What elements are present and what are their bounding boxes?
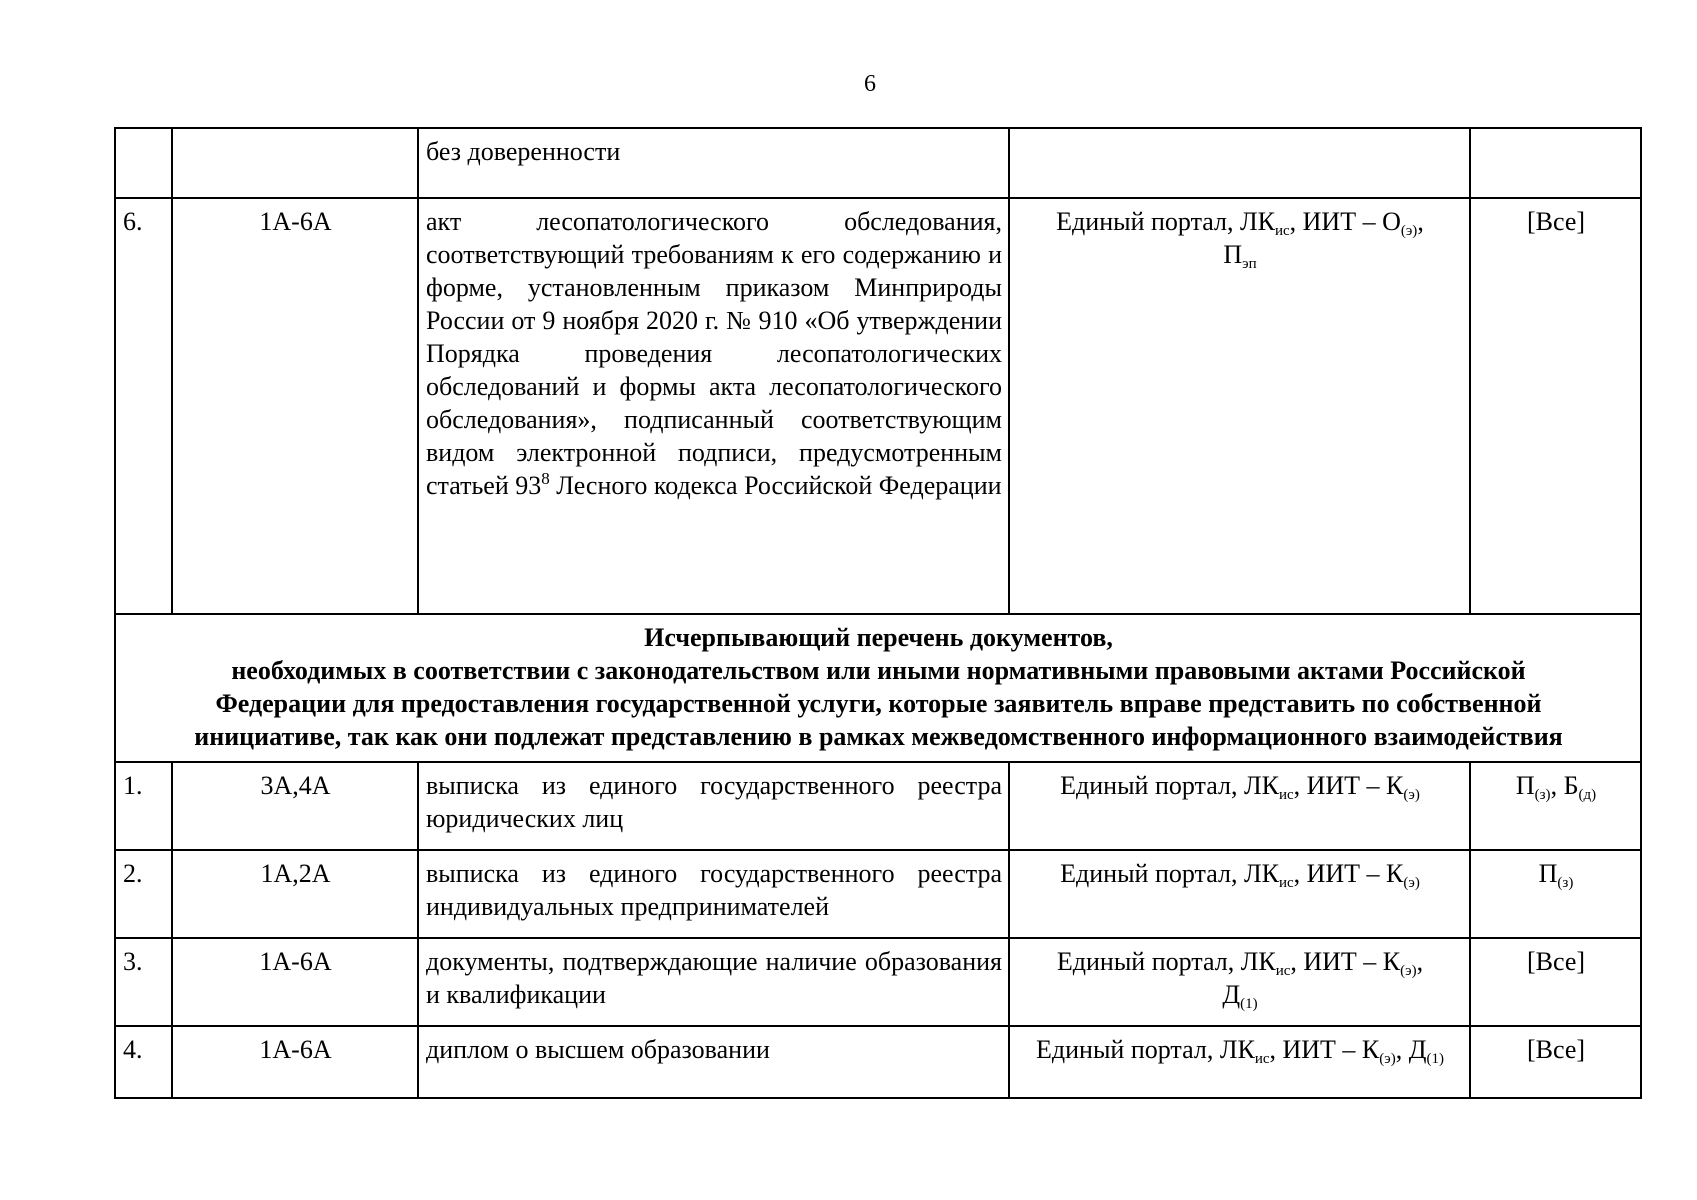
source-text: Единый портал, ЛК (1056, 207, 1275, 236)
source-subscript: (э) (1403, 875, 1420, 891)
document-source (1009, 938, 1470, 1026)
document-source (1009, 1026, 1470, 1098)
applicant-category: [Все] (1470, 198, 1641, 614)
applicant-text: , Б (1550, 771, 1579, 800)
row-number: 3. (115, 938, 172, 1026)
source-subscript: ис (1254, 1051, 1270, 1067)
source-text: , ИИТ – К (1290, 947, 1401, 976)
source-subscript: ис (1274, 223, 1290, 239)
section-header (115, 614, 1641, 762)
applicant-text: П (1538, 859, 1558, 888)
source-text: П (1223, 240, 1243, 269)
source-subscript: (э) (1400, 223, 1418, 239)
description-text: акт лесопатологического обследования, соответствующий требованиям к его содержанию и форме, установленным приказом Минприроды России от 9 ноября 2020 г. № 910 «Об утверждении Порядка проведения лесопатологических обследований и формы акта лесопатологического обследования», подписанный соответствующим видом электронной подписи, предусмотренным статьей 93 (426, 207, 1002, 500)
source-subscript: ис (1278, 875, 1294, 891)
section-header-line: инициативе, так как они подлежат представлению в рамках межведомственного информационного взаимодействия (194, 722, 1563, 751)
applicant-code: 1А-6А (172, 938, 418, 1026)
applicant-category (1470, 762, 1641, 850)
source-text: , ИИТ – К (1293, 771, 1404, 800)
source-text: , ИИТ – К (1293, 859, 1404, 888)
source-text: Единый портал, ЛК (1036, 1035, 1255, 1064)
document-source (1009, 198, 1470, 614)
row-number (115, 128, 172, 198)
applicant-subscript: (з) (1557, 875, 1574, 891)
page-number: 6 (864, 71, 876, 97)
document-source (1009, 850, 1470, 938)
applicant-category (1470, 128, 1641, 198)
source-text: , ИИТ – К (1269, 1035, 1380, 1064)
article-superscript: 8 (541, 469, 550, 488)
section-header-line: необходимых в соответствии с законодательством или иными нормативными правовыми актами Российской (231, 656, 1526, 685)
document-source (1009, 128, 1470, 198)
table-row (115, 198, 1641, 614)
source-text: , Д (1395, 1035, 1427, 1064)
table-row (115, 850, 1641, 938)
row-number: 6. (115, 198, 172, 614)
applicant-category (1470, 850, 1641, 938)
applicant-code: 1А-6А (172, 198, 418, 614)
table-row (115, 1026, 1641, 1098)
document-description: выписка из единого государственного реестра индивидуальных предпринимателей (418, 850, 1009, 938)
document-description: диплом о высшем образовании (418, 1026, 1009, 1098)
source-text: Единый портал, ЛК (1060, 771, 1279, 800)
source-subscript: (э) (1400, 963, 1417, 979)
table-row (115, 762, 1641, 850)
source-text: Единый портал, ЛК (1060, 859, 1279, 888)
source-subscript: (1) (1426, 1051, 1444, 1067)
source-subscript: эп (1242, 256, 1257, 272)
source-text: , (1416, 947, 1424, 976)
applicant-subscript: (з) (1534, 787, 1551, 803)
applicant-code: 1А-6А (172, 1026, 418, 1098)
document-description: выписка из единого государственного реестра юридических лиц (418, 762, 1009, 850)
documents-table (114, 127, 1642, 1099)
row-number: 4. (115, 1026, 172, 1098)
source-text: , (1417, 207, 1424, 236)
table-row (115, 938, 1641, 1026)
applicant-code: 3А,4А (172, 762, 418, 850)
source-text: Единый портал, ЛК (1056, 947, 1276, 976)
row-number: 1. (115, 762, 172, 850)
section-header-row (115, 614, 1641, 762)
description-text-tail: Лесного кодекса Российской Федерации (549, 471, 1002, 500)
applicant-subscript: (д) (1578, 787, 1597, 803)
applicant-code (172, 128, 418, 198)
source-text: , ИИТ – О (1289, 207, 1401, 236)
applicant-code: 1А,2А (172, 850, 418, 938)
applicant-category: [Все] (1470, 1026, 1641, 1098)
table-row (115, 128, 1641, 198)
document-description (418, 198, 1009, 614)
document-description: документы, подтверждающие наличие образования и квалификации (418, 938, 1009, 1026)
source-subscript: ис (1278, 787, 1294, 803)
source-subscript: (1) (1240, 996, 1258, 1012)
section-header-line: Исчерпывающий перечень документов, (644, 623, 1113, 652)
applicant-text: П (1515, 771, 1535, 800)
source-subscript: ис (1275, 963, 1291, 979)
applicant-category: [Все] (1470, 938, 1641, 1026)
source-subscript: (э) (1379, 1051, 1396, 1067)
section-header-line: Федерации для предоставления государственной услуги, которые заявитель вправе представить по собственной (215, 689, 1542, 718)
row-number: 2. (115, 850, 172, 938)
document-source (1009, 762, 1470, 850)
source-text: Д (1222, 980, 1241, 1009)
source-subscript: (э) (1403, 787, 1420, 803)
document-description: без доверенности (418, 128, 1009, 198)
